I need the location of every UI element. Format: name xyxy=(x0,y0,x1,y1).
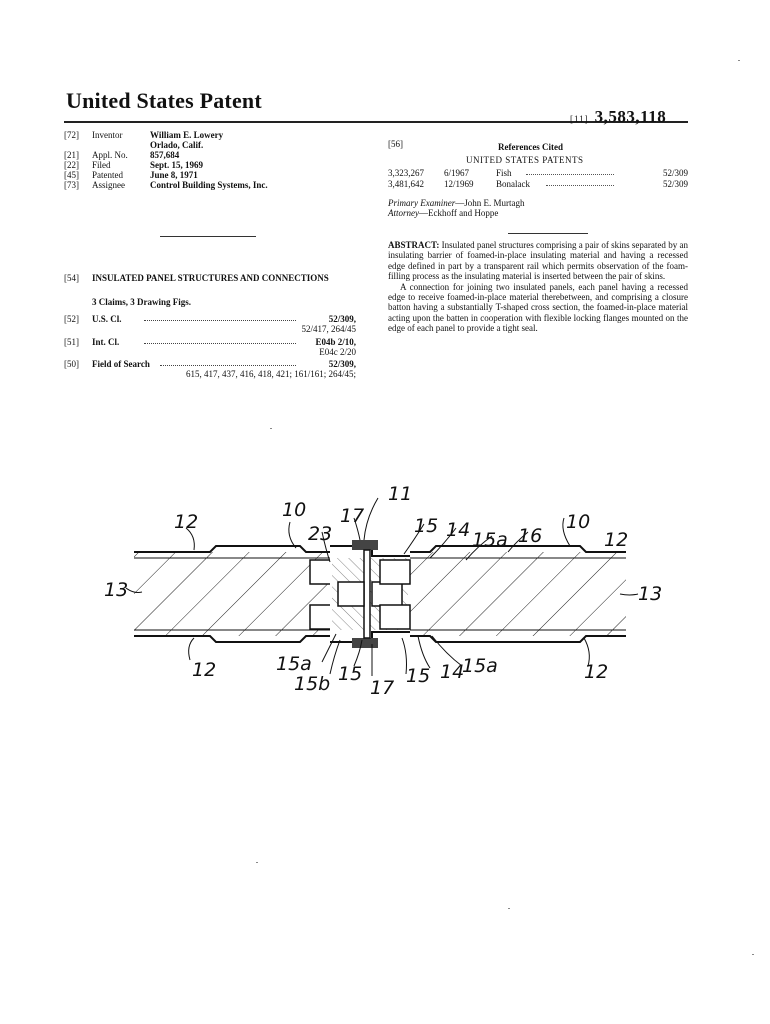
leader-dots xyxy=(144,343,296,344)
attorney-line xyxy=(388,208,688,218)
right-panel xyxy=(380,546,626,642)
leader-dots xyxy=(546,185,614,186)
scan-speck xyxy=(256,862,258,863)
leader-dots xyxy=(526,174,614,175)
class-code: [51] xyxy=(64,337,79,347)
class-code: [50] xyxy=(64,359,79,369)
bibliographic-data xyxy=(64,130,364,190)
primary-examiner-label: Primary Examiner xyxy=(388,198,456,208)
reference-patent: 3,323,267 xyxy=(388,168,424,178)
abstract-paragraph-1 xyxy=(388,240,688,282)
left-panel xyxy=(134,546,332,642)
class-value: E04b 2/10, xyxy=(315,337,356,347)
field-of-search xyxy=(64,359,356,381)
joint-batten xyxy=(330,540,410,648)
reference-row xyxy=(388,179,688,189)
label-12-bottom-right: 12 xyxy=(584,661,609,683)
reference-row xyxy=(388,168,688,178)
biblio-code xyxy=(64,140,92,150)
references-subheading: UNITED STATES PATENTS xyxy=(466,155,584,165)
label-13-right: 13 xyxy=(638,583,663,605)
biblio-row-inventor xyxy=(64,130,364,140)
biblio-label: Filed xyxy=(92,160,111,170)
label-12-top-left: 12 xyxy=(174,511,199,533)
abstract-paragraph-2: A connection for joining two insulated panels, each panel having a recessed edge to receive foamed-in-place material therebetween, and comprising a closure batton having a substantially T-shaped cross section, the foamed-in-place material acting upon the batten in cooperation with flexible locking flanges mounted on the edge of each panel to provide a tight seal. xyxy=(388,281,688,334)
label-11: 11 xyxy=(388,483,413,505)
biblio-label: Assignee xyxy=(92,180,125,190)
biblio-label: Appl. No. xyxy=(92,150,128,160)
class-code: [52] xyxy=(64,314,79,324)
attorney-label: Attorney xyxy=(388,208,419,218)
label-23: 23 xyxy=(308,523,333,545)
title-code: [54] xyxy=(64,273,79,283)
document-title: United States Patent xyxy=(66,88,262,113)
biblio-label: Patented xyxy=(92,170,123,180)
leader-dots xyxy=(160,365,296,366)
attorney: —Eckhoff and Hoppe xyxy=(419,208,499,218)
biblio-value: Control Building Systems, Inc. xyxy=(150,180,268,190)
abstract-text-1: Insulated panel structures comprising a pair of skins separated by an insulating barrier of foamed-in-place insulating material and having a recessed edge defined in part by a transparent rail which permits observation of the foam-filling process as the insulating material is inserted between the pair of skins. xyxy=(388,240,688,282)
scan-speck xyxy=(738,60,740,61)
label-12-bottom-left: 12 xyxy=(192,659,217,681)
biblio-label xyxy=(92,140,150,150)
biblio-value: William E. Lowery xyxy=(150,130,224,140)
label-15a-top: 15a xyxy=(472,529,508,551)
label-17-top: 17 xyxy=(340,505,365,527)
class-value-cont: 52/417, 264/45 xyxy=(301,324,356,334)
biblio-row-assignee xyxy=(64,180,364,190)
references-heading: References Cited xyxy=(498,142,564,152)
int-classification xyxy=(64,337,356,359)
label-15a-bottom-left: 15a xyxy=(276,653,312,675)
us-classification xyxy=(64,314,356,336)
examiners xyxy=(388,198,688,218)
label-14-bottom: 14 xyxy=(440,661,465,683)
label-10-left: 10 xyxy=(282,499,307,521)
section-divider xyxy=(160,236,256,237)
label-15-top: 15 xyxy=(414,515,439,537)
reference-name: Bonalack xyxy=(496,179,530,189)
class-value: 52/309, xyxy=(328,314,356,324)
primary-examiner: —John E. Murtagh xyxy=(455,198,525,208)
biblio-code: [22] xyxy=(64,160,79,170)
biblio-row-address xyxy=(64,140,364,150)
reference-class: 52/309 xyxy=(662,168,688,178)
label-15-bottom-right: 15 xyxy=(406,665,431,687)
abstract xyxy=(388,240,688,334)
label-12-top-right: 12 xyxy=(604,529,629,551)
biblio-value: Sept. 15, 1969 xyxy=(150,160,204,170)
scan-speck xyxy=(752,954,754,955)
patent-number-code: [11] xyxy=(570,114,589,124)
biblio-value: Orlado, Calif. xyxy=(150,140,204,150)
label-13-left: 13 xyxy=(104,579,129,601)
references-code: [56] xyxy=(388,139,403,149)
class-label: Int. Cl. xyxy=(92,337,120,347)
label-15a-bottom-right: 15a xyxy=(462,655,498,677)
reference-class: 52/309 xyxy=(662,179,688,189)
leader-dots xyxy=(144,320,296,321)
class-value-cont: 615, 417, 437, 416, 418, 421; 161/161; 264/45; xyxy=(185,369,356,379)
class-label: Field of Search xyxy=(92,359,150,369)
biblio-row-patented xyxy=(64,170,364,180)
class-value-cont: E04c 2/20 xyxy=(319,347,356,357)
reference-date: 12/1969 xyxy=(444,179,474,189)
biblio-row-appl-no xyxy=(64,150,364,160)
reference-name: Fish xyxy=(496,168,512,178)
class-value: 52/309, xyxy=(328,359,356,369)
reference-patent: 3,481,642 xyxy=(388,179,424,189)
class-label: U.S. Cl. xyxy=(92,314,122,324)
biblio-value: 857,684 xyxy=(150,150,180,160)
scan-speck xyxy=(508,908,510,909)
label-10-right: 10 xyxy=(566,511,591,533)
primary-examiner-line xyxy=(388,198,688,208)
scan-speck xyxy=(270,428,272,429)
biblio-label: Inventor xyxy=(92,130,123,140)
patent-number xyxy=(570,107,666,127)
figure-cross-section xyxy=(0,470,770,710)
abstract-heading: ABSTRACT: xyxy=(388,240,440,250)
patent-number-value: 3,583,118 xyxy=(594,107,667,126)
biblio-code: [21] xyxy=(64,150,79,160)
label-16: 16 xyxy=(518,525,543,547)
biblio-row-filed xyxy=(64,160,364,170)
claims-count: 3 Claims, 3 Drawing Figs. xyxy=(92,297,191,307)
references-divider xyxy=(508,233,588,234)
biblio-code: [72] xyxy=(64,130,79,140)
biblio-value: June 8, 1971 xyxy=(150,170,198,180)
invention-title: INSULATED PANEL STRUCTURES AND CONNECTIONS xyxy=(92,273,329,283)
biblio-code: [73] xyxy=(64,180,79,190)
label-14-top: 14 xyxy=(446,519,471,541)
label-15b: 15b xyxy=(294,673,331,695)
reference-date: 6/1967 xyxy=(444,168,470,178)
label-15-bottom-left: 15 xyxy=(338,663,363,685)
biblio-code: [45] xyxy=(64,170,79,180)
label-17-bottom: 17 xyxy=(370,677,395,699)
